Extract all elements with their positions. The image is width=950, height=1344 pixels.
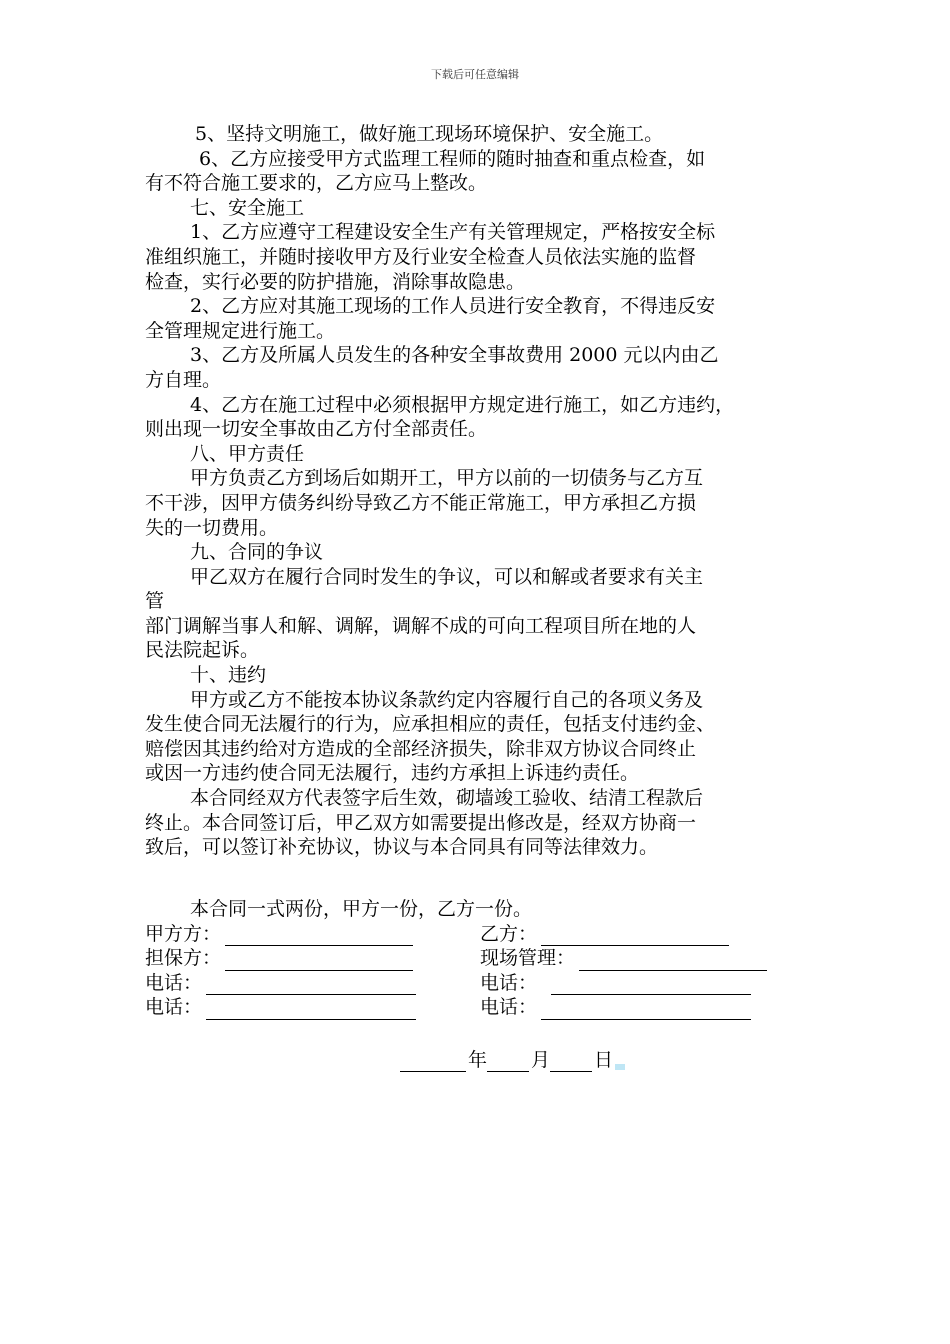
phone-blank bbox=[541, 1001, 751, 1020]
clause-line: 方自理。 bbox=[145, 368, 222, 391]
site-manager-blank bbox=[579, 952, 767, 971]
party-a-field bbox=[145, 922, 413, 947]
clause-line: 甲方或乙方不能按本协议条款约定内容履行自己的各项义务及 bbox=[190, 688, 704, 711]
clause-line: 甲方负责乙方到场后如期开工，甲方以前的一切债务与乙方互 bbox=[190, 467, 704, 490]
clause-line: 全管理规定进行施工。 bbox=[145, 319, 336, 342]
text-cursor-marker bbox=[615, 1064, 625, 1070]
clause-line: 1、乙方应遵守工程建设安全生产有关管理规定，严格按安全标 bbox=[190, 221, 716, 244]
clause-line: 准组织施工，并随时接收甲方及行业安全检查人员依法实施的监督 bbox=[145, 245, 697, 268]
phone-field bbox=[480, 995, 751, 1020]
clause-line: 检查，实行必要的防护措施，消除事故隐患。 bbox=[145, 270, 526, 293]
clause-line: 或因一方违约使合同无法履行，违约方承担上诉违约责任。 bbox=[145, 762, 640, 785]
clause-line: 终止。本合同签订后，甲乙双方如需要提出修改是，经双方协商一 bbox=[145, 811, 697, 834]
clause-line: 甲乙双方在履行合同时发生的争议，可以和解或者要求有关主 bbox=[190, 565, 704, 588]
guarantor-blank bbox=[225, 952, 413, 971]
guarantor-label: 担保方： bbox=[145, 947, 222, 970]
phone-blank bbox=[206, 976, 416, 995]
year-label: 年 bbox=[468, 1049, 488, 1071]
section-heading: 八、甲方责任 bbox=[190, 442, 305, 465]
guarantor-field bbox=[145, 946, 413, 971]
clause-line: 4、乙方在施工过程中必须根据甲方规定进行施工，如乙方违约， bbox=[190, 393, 735, 416]
day-blank bbox=[550, 1053, 592, 1072]
month-blank bbox=[487, 1053, 529, 1072]
phone-field bbox=[145, 995, 416, 1020]
party-b-label: 乙方： bbox=[480, 922, 538, 945]
phone-label: 电话： bbox=[480, 996, 538, 1019]
site-manager-label: 现场管理： bbox=[480, 947, 576, 970]
section-heading: 九、合同的争议 bbox=[190, 541, 324, 564]
phone-label: 电话： bbox=[145, 971, 203, 994]
party-a-blank bbox=[225, 927, 413, 946]
party-a-label: 甲方方： bbox=[145, 922, 222, 945]
month-label: 月 bbox=[531, 1049, 551, 1071]
clause-line: 致后，可以签订补充协议，协议与本合同具有同等法律效力。 bbox=[145, 836, 659, 859]
clause-line: 有不符合施工要求的，乙方应马上整改。 bbox=[145, 172, 488, 195]
site-manager-field bbox=[480, 946, 767, 971]
date-line bbox=[400, 1045, 625, 1072]
day-label: 日 bbox=[594, 1049, 614, 1071]
clause-line: 失的一切费用。 bbox=[145, 516, 279, 539]
clause-line: 管 bbox=[145, 590, 165, 613]
phone-field bbox=[480, 971, 751, 996]
copies-statement: 本合同一式两份，甲方一份，乙方一份。 bbox=[190, 898, 533, 920]
clause-line: 3、乙方及所属人员发生的各种安全事故费用 2000 元以内由乙 bbox=[190, 344, 719, 367]
clause-line: 部门调解当事人和解、调解，调解不成的可向工程项目所在地的人 bbox=[145, 614, 697, 637]
signature-block bbox=[145, 897, 835, 1020]
phone-field bbox=[145, 971, 416, 996]
clause-line: 则出现一切安全事故由乙方付全部责任。 bbox=[145, 418, 488, 441]
phone-label: 电话： bbox=[480, 971, 538, 994]
party-b-field bbox=[480, 922, 729, 947]
clause-line: 民法院起诉。 bbox=[145, 639, 260, 662]
phone-label: 电话： bbox=[145, 996, 203, 1019]
contract-body bbox=[145, 122, 830, 860]
clause-line: 2、乙方应对其施工现场的工作人员进行安全教育，不得违反安 bbox=[190, 295, 716, 318]
phone-blank bbox=[551, 976, 751, 995]
year-blank bbox=[400, 1053, 466, 1072]
clause-line: 发生使合同无法履行的行为，应承担相应的责任，包括支付违约金、 bbox=[145, 713, 716, 736]
party-b-blank bbox=[541, 927, 729, 946]
phone-blank bbox=[206, 1001, 416, 1020]
clause-line: 赔偿因其违约给对方造成的全部经济损失，除非双方协议合同终止 bbox=[145, 737, 697, 760]
section-heading: 十、违约 bbox=[190, 664, 267, 687]
clause-line: 本合同经双方代表签字后生效，砌墙竣工验收、结清工程款后 bbox=[190, 787, 704, 810]
section-heading: 七、安全施工 bbox=[190, 196, 305, 219]
clause-line: 5、坚持文明施工，做好施工现场环境保护、安全施工。 bbox=[195, 123, 664, 145]
page-header: 下载后可任意编辑 bbox=[431, 68, 519, 81]
clause-line: 不干涉，因甲方债务纠纷导致乙方不能正常施工，甲方承担乙方损 bbox=[145, 491, 697, 514]
clause-line: 6、乙方应接受甲方式监理工程师的随时抽查和重点检查，如 bbox=[199, 147, 706, 170]
